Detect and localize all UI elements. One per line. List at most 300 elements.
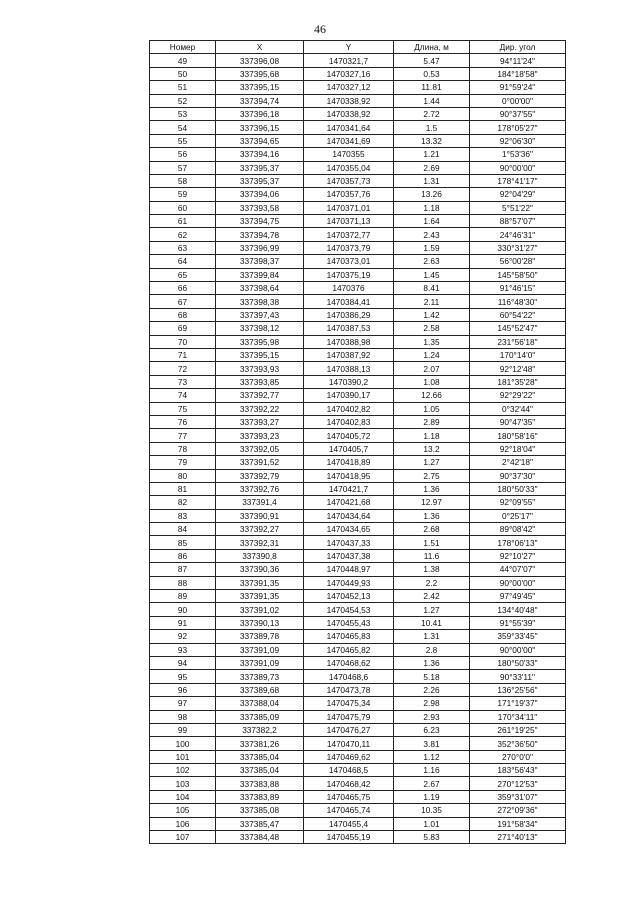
table-row: [150, 482, 566, 495]
x-coordinate-cell: 337395,15: [216, 348, 304, 361]
length-cell: 2.63: [394, 255, 470, 268]
point-number-cell: 86: [150, 549, 216, 562]
point-number-cell: 54: [150, 121, 216, 134]
table-row: [150, 348, 566, 361]
bearing-cell: 272°09'36": [470, 804, 566, 817]
y-coordinate-cell: 1470437,33: [304, 536, 394, 549]
table-row: [150, 817, 566, 830]
table-row: [150, 148, 566, 161]
point-number-cell: 60: [150, 201, 216, 214]
length-cell: 2.42: [394, 590, 470, 603]
point-number-cell: 90: [150, 603, 216, 616]
length-cell: 12.66: [394, 389, 470, 402]
table-row: [150, 777, 566, 790]
bearing-cell: 116°48'30": [470, 295, 566, 308]
point-number-cell: 50: [150, 67, 216, 80]
y-coordinate-cell: 1470341,64: [304, 121, 394, 134]
x-coordinate-cell: 337395,37: [216, 174, 304, 187]
x-coordinate-cell: 337394,06: [216, 188, 304, 201]
table-row: [150, 616, 566, 629]
length-cell: 1.45: [394, 268, 470, 281]
bearing-cell: 0°00'00": [470, 94, 566, 107]
length-cell: 1.18: [394, 429, 470, 442]
point-number-cell: 53: [150, 107, 216, 120]
x-coordinate-cell: 337385,04: [216, 750, 304, 763]
bearing-cell: 180°50'33": [470, 656, 566, 669]
x-coordinate-cell: 337391,35: [216, 576, 304, 589]
y-coordinate-cell: 1470470,11: [304, 737, 394, 750]
length-cell: 13.26: [394, 188, 470, 201]
y-coordinate-cell: 1470371,01: [304, 201, 394, 214]
y-coordinate-cell: 1470373,79: [304, 241, 394, 254]
table-row: [150, 831, 566, 844]
y-coordinate-cell: 1470402,82: [304, 402, 394, 415]
point-number-cell: 92: [150, 630, 216, 643]
length-cell: 1.38: [394, 563, 470, 576]
table-row: [150, 375, 566, 388]
x-coordinate-cell: 337396,15: [216, 121, 304, 134]
length-cell: 1.64: [394, 215, 470, 228]
table-row: [150, 268, 566, 281]
table-row: [150, 241, 566, 254]
x-coordinate-cell: 337390,36: [216, 563, 304, 576]
table-row: [150, 389, 566, 402]
x-coordinate-cell: 337395,68: [216, 67, 304, 80]
page-number: 46: [314, 22, 326, 36]
table-row: [150, 429, 566, 442]
x-coordinate-cell: 337391,52: [216, 456, 304, 469]
bearing-cell: 92°09'55": [470, 496, 566, 509]
x-coordinate-cell: 337397,43: [216, 308, 304, 321]
point-number-cell: 77: [150, 429, 216, 442]
y-coordinate-cell: 1470375,19: [304, 268, 394, 281]
x-coordinate-cell: 337398,38: [216, 295, 304, 308]
length-cell: 1.19: [394, 790, 470, 803]
point-number-cell: 79: [150, 456, 216, 469]
point-number-cell: 105: [150, 804, 216, 817]
x-coordinate-cell: 337382,2: [216, 723, 304, 736]
length-cell: 1.24: [394, 348, 470, 361]
point-number-cell: 103: [150, 777, 216, 790]
bearing-cell: 178°05'27": [470, 121, 566, 134]
point-number-cell: 59: [150, 188, 216, 201]
y-coordinate-cell: 1470468,6: [304, 670, 394, 683]
length-cell: 12.97: [394, 496, 470, 509]
bearing-cell: 178°41'17": [470, 174, 566, 187]
y-coordinate-cell: 1470454,53: [304, 603, 394, 616]
length-cell: 2.93: [394, 710, 470, 723]
y-coordinate-cell: 1470465,83: [304, 630, 394, 643]
length-cell: 1.21: [394, 148, 470, 161]
y-coordinate-cell: 1470355,04: [304, 161, 394, 174]
point-number-cell: 57: [150, 161, 216, 174]
table-row: [150, 536, 566, 549]
bearing-cell: 60°54'22": [470, 308, 566, 321]
y-coordinate-cell: 1470418,89: [304, 456, 394, 469]
table-row: [150, 94, 566, 107]
point-number-cell: 102: [150, 764, 216, 777]
point-number-cell: 49: [150, 54, 216, 67]
bearing-cell: 270°12'53": [470, 777, 566, 790]
x-coordinate-cell: 337393,27: [216, 415, 304, 428]
point-number-cell: 52: [150, 94, 216, 107]
point-number-cell: 107: [150, 831, 216, 844]
point-number-cell: 106: [150, 817, 216, 830]
y-coordinate-cell: 1470372,77: [304, 228, 394, 241]
bearing-cell: 90°33'11": [470, 670, 566, 683]
bearing-cell: 90°00'00": [470, 643, 566, 656]
bearing-cell: 180°58'16": [470, 429, 566, 442]
y-coordinate-cell: 1470373,01: [304, 255, 394, 268]
length-cell: 10.35: [394, 804, 470, 817]
x-coordinate-cell: 337396,08: [216, 54, 304, 67]
bearing-cell: 231°56'18": [470, 335, 566, 348]
point-number-cell: 87: [150, 563, 216, 576]
table-row: [150, 790, 566, 803]
bearing-cell: 94°11'24": [470, 54, 566, 67]
table-row: [150, 456, 566, 469]
table-row: [150, 335, 566, 348]
y-coordinate-cell: 1470338,92: [304, 94, 394, 107]
x-coordinate-cell: 337393,58: [216, 201, 304, 214]
x-coordinate-cell: 337394,74: [216, 94, 304, 107]
point-number-cell: 68: [150, 308, 216, 321]
length-cell: 1.35: [394, 335, 470, 348]
length-cell: 1.31: [394, 630, 470, 643]
x-coordinate-cell: 337398,37: [216, 255, 304, 268]
bearing-cell: 352°36'50": [470, 737, 566, 750]
y-coordinate-cell: 1470476,27: [304, 723, 394, 736]
table-row: [150, 201, 566, 214]
bearing-cell: 97°49'45": [470, 590, 566, 603]
table-row: [150, 710, 566, 723]
table-row: [150, 308, 566, 321]
table-row: [150, 215, 566, 228]
x-coordinate-cell: 337389,73: [216, 670, 304, 683]
length-cell: 1.51: [394, 536, 470, 549]
bearing-cell: 270°0'0": [470, 750, 566, 763]
y-coordinate-cell: 1470455,43: [304, 616, 394, 629]
length-cell: 2.68: [394, 523, 470, 536]
x-coordinate-cell: 337383,88: [216, 777, 304, 790]
point-number-cell: 99: [150, 723, 216, 736]
y-coordinate-cell: 1470465,82: [304, 643, 394, 656]
y-coordinate-cell: 1470402,83: [304, 415, 394, 428]
y-coordinate-cell: 1470390,17: [304, 389, 394, 402]
coordinates-table: [149, 40, 566, 844]
length-cell: 1.05: [394, 402, 470, 415]
bearing-cell: 184°18'58": [470, 67, 566, 80]
y-coordinate-cell: 1470421,68: [304, 496, 394, 509]
y-coordinate-cell: 1470388,13: [304, 362, 394, 375]
table-row: [150, 737, 566, 750]
point-number-cell: 71: [150, 348, 216, 361]
header-length: Длина, м: [394, 41, 470, 54]
bearing-cell: 271°40'13": [470, 831, 566, 844]
length-cell: 2.69: [394, 161, 470, 174]
point-number-cell: 75: [150, 402, 216, 415]
length-cell: 6.23: [394, 723, 470, 736]
bearing-cell: 92°10'27": [470, 549, 566, 562]
y-coordinate-cell: 1470468,5: [304, 764, 394, 777]
table-row: [150, 697, 566, 710]
length-cell: 2.67: [394, 777, 470, 790]
table-row: [150, 402, 566, 415]
x-coordinate-cell: 337392,22: [216, 402, 304, 415]
bearing-cell: 88°57'07": [470, 215, 566, 228]
bearing-cell: 170°14'0": [470, 348, 566, 361]
y-coordinate-cell: 1470390,2: [304, 375, 394, 388]
y-coordinate-cell: 1470475,79: [304, 710, 394, 723]
bearing-cell: 5°51'22": [470, 201, 566, 214]
point-number-cell: 78: [150, 442, 216, 455]
x-coordinate-cell: 337394,75: [216, 215, 304, 228]
point-number-cell: 97: [150, 697, 216, 710]
table-row: [150, 523, 566, 536]
length-cell: 10.41: [394, 616, 470, 629]
x-coordinate-cell: 337389,68: [216, 683, 304, 696]
length-cell: 1.36: [394, 656, 470, 669]
bearing-cell: 92°12'48": [470, 362, 566, 375]
x-coordinate-cell: 337391,09: [216, 643, 304, 656]
length-cell: 1.5: [394, 121, 470, 134]
x-coordinate-cell: 337392,76: [216, 482, 304, 495]
length-cell: 1.44: [394, 94, 470, 107]
x-coordinate-cell: 337390,13: [216, 616, 304, 629]
y-coordinate-cell: 1470327,16: [304, 67, 394, 80]
y-coordinate-cell: 1470418,95: [304, 469, 394, 482]
length-cell: 1.18: [394, 201, 470, 214]
x-coordinate-cell: 337391,02: [216, 603, 304, 616]
point-number-cell: 69: [150, 322, 216, 335]
bearing-cell: 1°53'36": [470, 148, 566, 161]
x-coordinate-cell: 337392,31: [216, 536, 304, 549]
table-row: [150, 362, 566, 375]
length-cell: 2.58: [394, 322, 470, 335]
header-bearing: Дир. угол: [470, 41, 566, 54]
length-cell: 1.01: [394, 817, 470, 830]
y-coordinate-cell: 1470327,12: [304, 81, 394, 94]
length-cell: 13.2: [394, 442, 470, 455]
bearing-cell: 136°25'56": [470, 683, 566, 696]
y-coordinate-cell: 1470452,13: [304, 590, 394, 603]
x-coordinate-cell: 337390,8: [216, 549, 304, 562]
point-number-cell: 89: [150, 590, 216, 603]
bearing-cell: 178°06'13": [470, 536, 566, 549]
point-number-cell: 74: [150, 389, 216, 402]
bearing-cell: 145°58'50": [470, 268, 566, 281]
table-row: [150, 255, 566, 268]
table-row: [150, 228, 566, 241]
table-row: [150, 161, 566, 174]
bearing-cell: 91°46'15": [470, 282, 566, 295]
table-row: [150, 804, 566, 817]
bearing-cell: 180°50'33": [470, 482, 566, 495]
table-row: [150, 643, 566, 656]
bearing-cell: 0°32'44": [470, 402, 566, 415]
x-coordinate-cell: 337396,18: [216, 107, 304, 120]
length-cell: 1.36: [394, 509, 470, 522]
x-coordinate-cell: 337393,85: [216, 375, 304, 388]
table-row: [150, 764, 566, 777]
length-cell: 1.42: [394, 308, 470, 321]
bearing-cell: 181°35'28": [470, 375, 566, 388]
point-number-cell: 64: [150, 255, 216, 268]
length-cell: 3.81: [394, 737, 470, 750]
y-coordinate-cell: 1470455,4: [304, 817, 394, 830]
table-row: [150, 750, 566, 763]
table-row: [150, 723, 566, 736]
table-row: [150, 496, 566, 509]
point-number-cell: 62: [150, 228, 216, 241]
x-coordinate-cell: 337392,79: [216, 469, 304, 482]
x-coordinate-cell: 337394,78: [216, 228, 304, 241]
table-row: [150, 81, 566, 94]
length-cell: 2.98: [394, 697, 470, 710]
length-cell: 2.26: [394, 683, 470, 696]
bearing-cell: 56°00'28": [470, 255, 566, 268]
x-coordinate-cell: 337392,77: [216, 389, 304, 402]
table-row: [150, 415, 566, 428]
length-cell: 2.89: [394, 415, 470, 428]
x-coordinate-cell: 337390,91: [216, 509, 304, 522]
x-coordinate-cell: 337391,35: [216, 590, 304, 603]
bearing-cell: 90°37'30": [470, 469, 566, 482]
x-coordinate-cell: 337385,04: [216, 764, 304, 777]
x-coordinate-cell: 337398,12: [216, 322, 304, 335]
table-row: [150, 469, 566, 482]
x-coordinate-cell: 337396,99: [216, 241, 304, 254]
point-number-cell: 58: [150, 174, 216, 187]
x-coordinate-cell: 337385,09: [216, 710, 304, 723]
y-coordinate-cell: 1470357,76: [304, 188, 394, 201]
table-body: [150, 54, 566, 844]
table-row: [150, 509, 566, 522]
y-coordinate-cell: 1470405,72: [304, 429, 394, 442]
x-coordinate-cell: 337391,09: [216, 656, 304, 669]
x-coordinate-cell: 337392,05: [216, 442, 304, 455]
bearing-cell: 191°58'34": [470, 817, 566, 830]
x-coordinate-cell: 337393,93: [216, 362, 304, 375]
bearing-cell: 90°00'00": [470, 576, 566, 589]
point-number-cell: 104: [150, 790, 216, 803]
table-row: [150, 188, 566, 201]
length-cell: 1.16: [394, 764, 470, 777]
x-coordinate-cell: 337385,08: [216, 804, 304, 817]
bearing-cell: 44°07'07": [470, 563, 566, 576]
y-coordinate-cell: 1470386,29: [304, 308, 394, 321]
bearing-cell: 90°00'00": [470, 161, 566, 174]
header-x: X: [216, 41, 304, 54]
length-cell: 1.12: [394, 750, 470, 763]
x-coordinate-cell: 337395,15: [216, 81, 304, 94]
x-coordinate-cell: 337395,98: [216, 335, 304, 348]
table-row: [150, 603, 566, 616]
y-coordinate-cell: 1470455,19: [304, 831, 394, 844]
bearing-cell: 24°46'31": [470, 228, 566, 241]
header-number: Номер: [150, 41, 216, 54]
y-coordinate-cell: 1470384,41: [304, 295, 394, 308]
point-number-cell: 70: [150, 335, 216, 348]
length-cell: 5.18: [394, 670, 470, 683]
point-number-cell: 85: [150, 536, 216, 549]
y-coordinate-cell: 1470449,93: [304, 576, 394, 589]
length-cell: 2.11: [394, 295, 470, 308]
bearing-cell: 92°18'04": [470, 442, 566, 455]
bearing-cell: 0°25'17": [470, 509, 566, 522]
x-coordinate-cell: 337391,4: [216, 496, 304, 509]
point-number-cell: 66: [150, 282, 216, 295]
table-row: [150, 121, 566, 134]
y-coordinate-cell: 1470468,42: [304, 777, 394, 790]
bearing-cell: 92°04'29": [470, 188, 566, 201]
point-number-cell: 83: [150, 509, 216, 522]
y-coordinate-cell: 1470475,34: [304, 697, 394, 710]
header-y: Y: [304, 41, 394, 54]
point-number-cell: 61: [150, 215, 216, 228]
x-coordinate-cell: 337385,47: [216, 817, 304, 830]
y-coordinate-cell: 1470376: [304, 282, 394, 295]
bearing-cell: 90°47'35": [470, 415, 566, 428]
y-coordinate-cell: 1470405,7: [304, 442, 394, 455]
point-number-cell: 93: [150, 643, 216, 656]
table-row: [150, 576, 566, 589]
point-number-cell: 76: [150, 415, 216, 428]
x-coordinate-cell: 337384,48: [216, 831, 304, 844]
table-row: [150, 630, 566, 643]
length-cell: 1.08: [394, 375, 470, 388]
length-cell: 1.31: [394, 174, 470, 187]
y-coordinate-cell: 1470469,62: [304, 750, 394, 763]
y-coordinate-cell: 1470341,69: [304, 134, 394, 147]
table-header-row: [150, 41, 566, 54]
point-number-cell: 56: [150, 148, 216, 161]
bearing-cell: 134°40'48": [470, 603, 566, 616]
y-coordinate-cell: 1470321,7: [304, 54, 394, 67]
length-cell: 2.43: [394, 228, 470, 241]
bearing-cell: 90°37'55": [470, 107, 566, 120]
y-coordinate-cell: 1470388,98: [304, 335, 394, 348]
length-cell: 1.27: [394, 603, 470, 616]
table-row: [150, 683, 566, 696]
bearing-cell: 171°19'37": [470, 697, 566, 710]
length-cell: 8.41: [394, 282, 470, 295]
bearing-cell: 359°31'07": [470, 790, 566, 803]
point-number-cell: 81: [150, 482, 216, 495]
length-cell: 2.07: [394, 362, 470, 375]
point-number-cell: 80: [150, 469, 216, 482]
point-number-cell: 94: [150, 656, 216, 669]
point-number-cell: 65: [150, 268, 216, 281]
y-coordinate-cell: 1470473,78: [304, 683, 394, 696]
length-cell: 11.81: [394, 81, 470, 94]
bearing-cell: 359°33'45": [470, 630, 566, 643]
point-number-cell: 63: [150, 241, 216, 254]
y-coordinate-cell: 1470355: [304, 148, 394, 161]
point-number-cell: 82: [150, 496, 216, 509]
y-coordinate-cell: 1470434,64: [304, 509, 394, 522]
length-cell: 2.75: [394, 469, 470, 482]
table-row: [150, 282, 566, 295]
length-cell: 0.53: [394, 67, 470, 80]
x-coordinate-cell: 337395,37: [216, 161, 304, 174]
point-number-cell: 73: [150, 375, 216, 388]
table-row: [150, 563, 566, 576]
y-coordinate-cell: 1470434,65: [304, 523, 394, 536]
y-coordinate-cell: 1470468,62: [304, 656, 394, 669]
point-number-cell: 95: [150, 670, 216, 683]
table-row: [150, 322, 566, 335]
